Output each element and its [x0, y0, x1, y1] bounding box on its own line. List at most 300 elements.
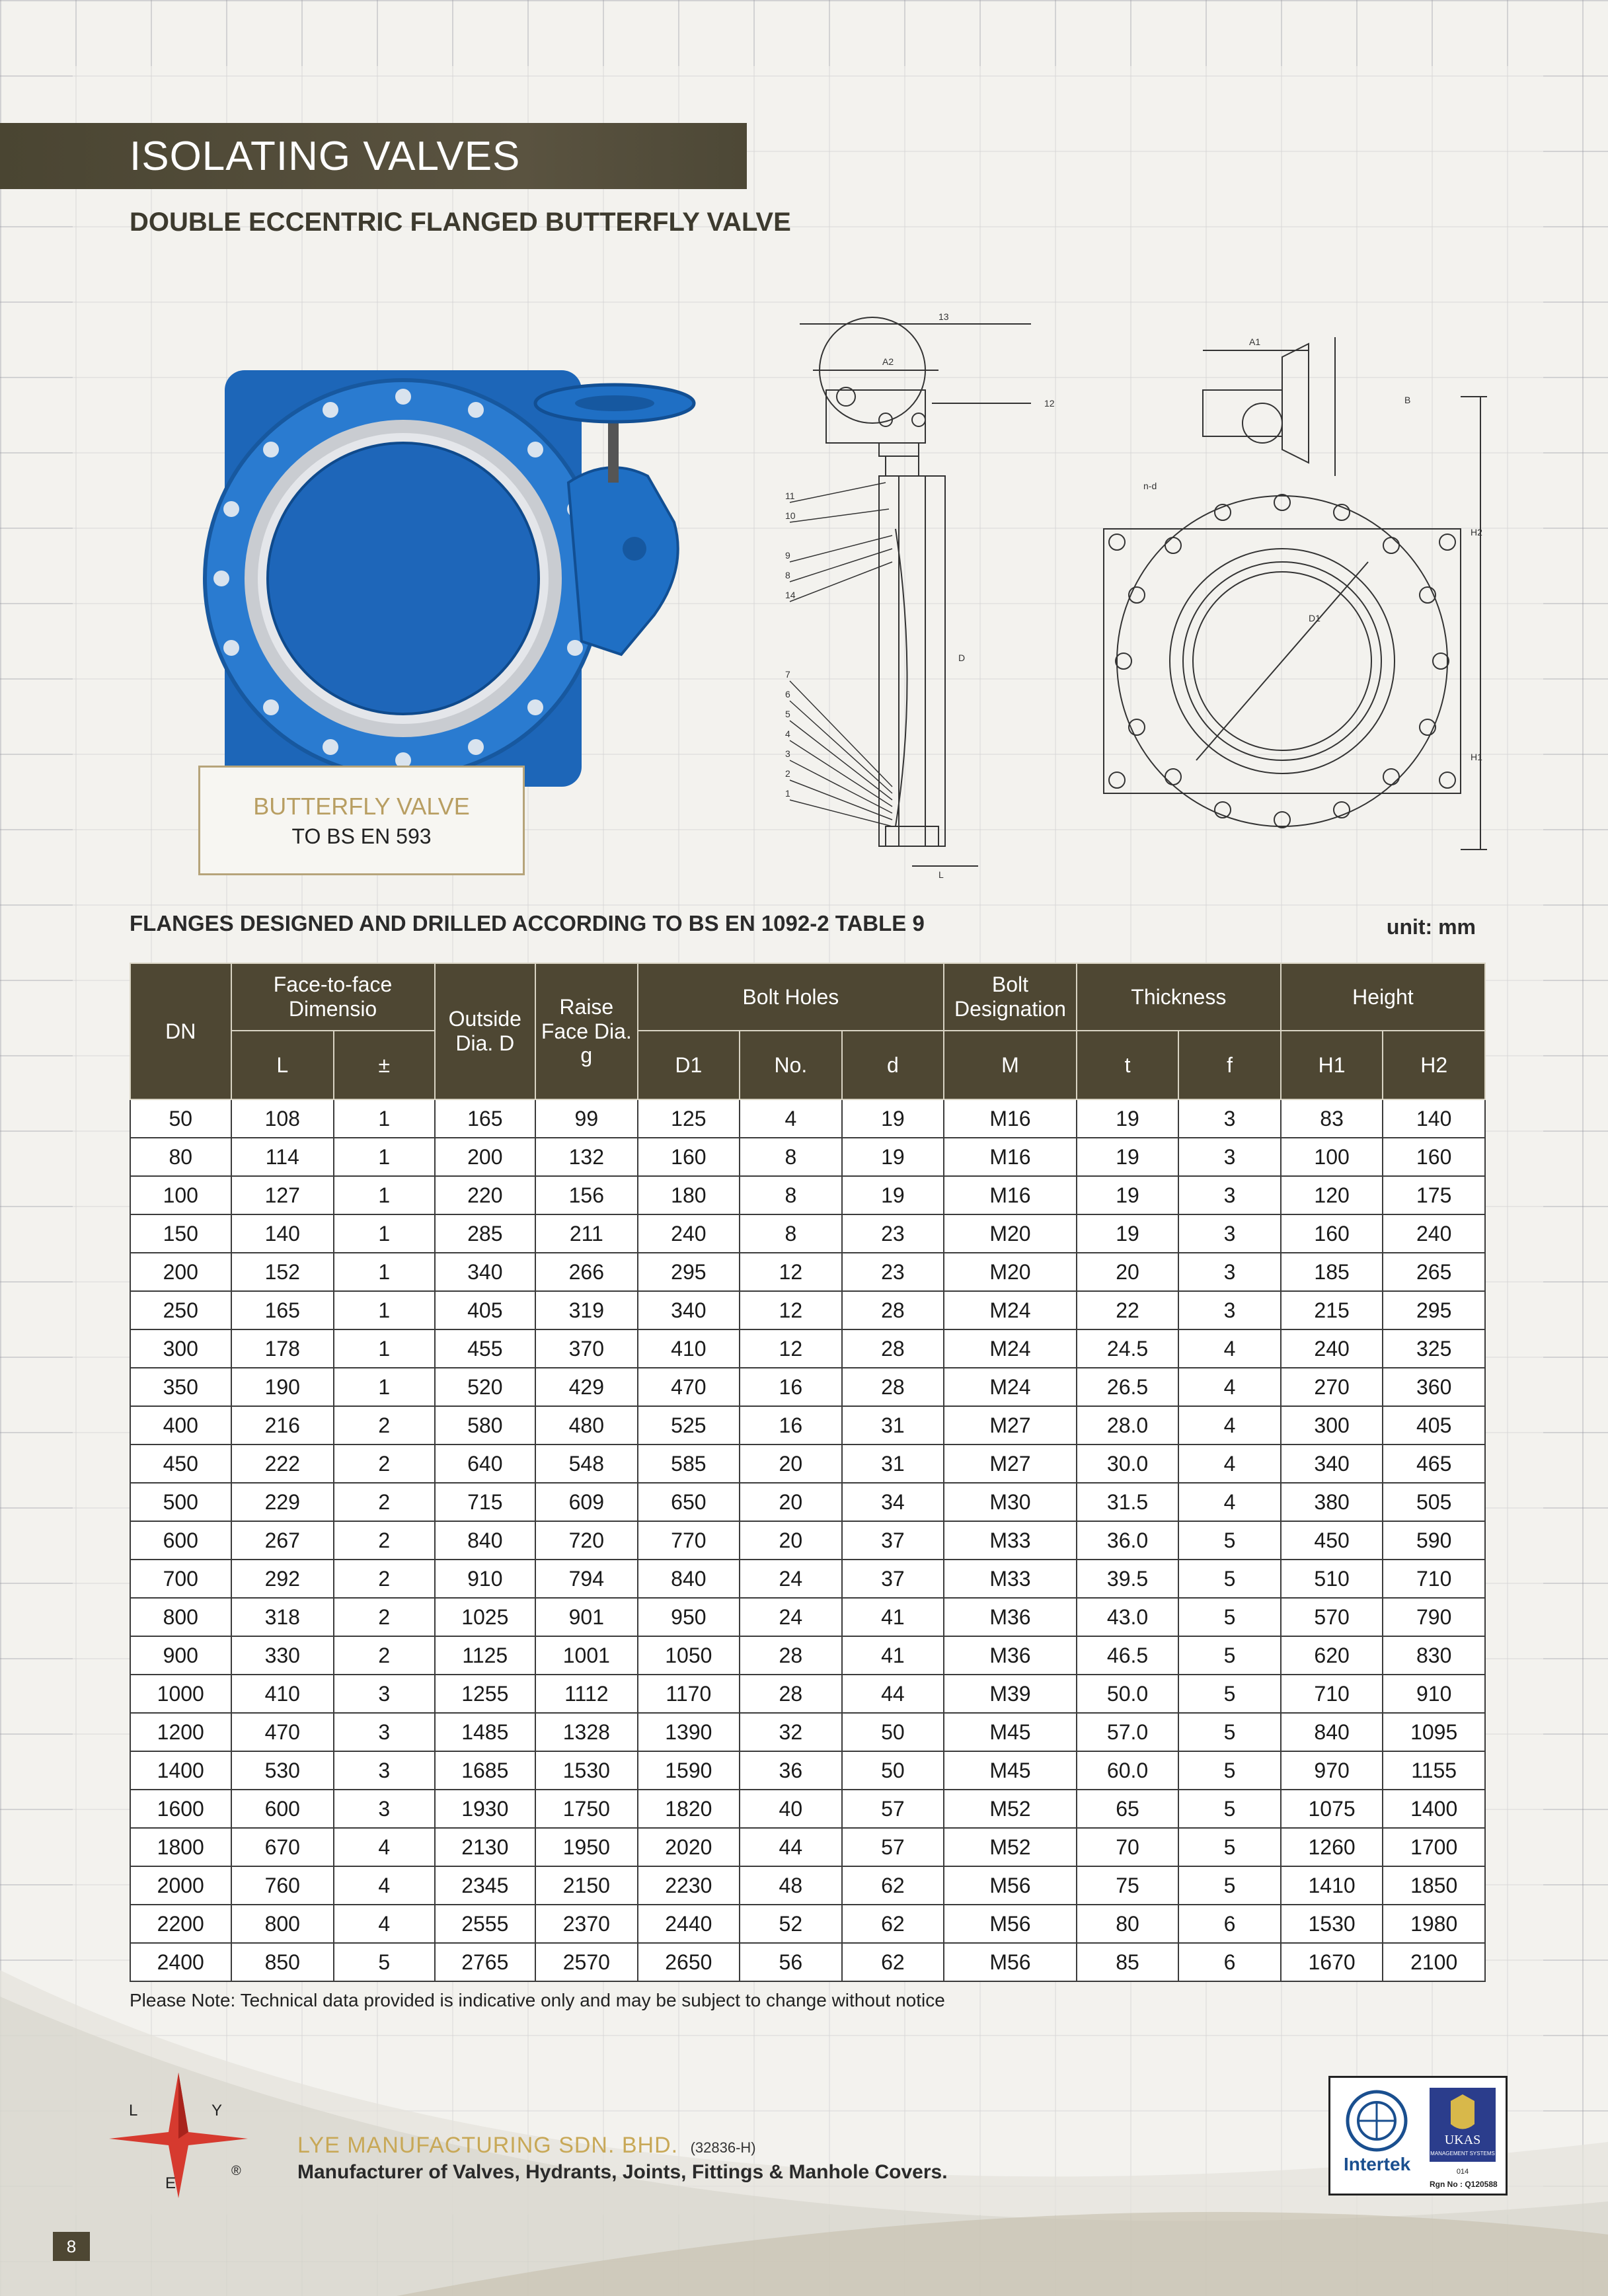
cell-h2: 240 — [1383, 1214, 1485, 1253]
cell-bolt-size: M39 — [944, 1675, 1077, 1713]
cell-thickness-f: 3 — [1178, 1291, 1281, 1329]
table-row — [130, 1560, 1485, 1598]
cell-hole-dia: 37 — [842, 1521, 944, 1560]
cell-raise-face: 266 — [535, 1253, 638, 1291]
cell-h1: 185 — [1281, 1253, 1383, 1291]
callout-n-d: n-d — [1143, 481, 1157, 491]
company-block — [297, 2133, 948, 2184]
table-row — [130, 1329, 1485, 1368]
cell-h2: 175 — [1383, 1176, 1485, 1214]
cell-bolt-count: 12 — [740, 1329, 842, 1368]
cell-l: 800 — [231, 1905, 334, 1943]
cell-dn: 800 — [130, 1598, 231, 1636]
cell-raise-face: 794 — [535, 1560, 638, 1598]
cell-dn: 1000 — [130, 1675, 231, 1713]
callout-14: 14 — [785, 590, 796, 600]
cell-bolt-count: 8 — [740, 1138, 842, 1176]
unit-label: unit: mm — [1386, 915, 1476, 939]
cell-d1: 525 — [638, 1406, 740, 1445]
cell-raise-face: 211 — [535, 1214, 638, 1253]
callout-6: 6 — [785, 689, 790, 699]
cell-raise-face: 99 — [535, 1099, 638, 1138]
cell-thickness-f: 3 — [1178, 1099, 1281, 1138]
cell-bolt-size: M56 — [944, 1905, 1077, 1943]
col-raise-face: Raise Face Dia. g — [535, 963, 638, 1099]
cell-thickness-f: 3 — [1178, 1176, 1281, 1214]
cell-h2: 140 — [1383, 1099, 1485, 1138]
cell-bolt-count: 36 — [740, 1751, 842, 1790]
cell-h2: 405 — [1383, 1406, 1485, 1445]
callout-A1: A1 — [1249, 336, 1261, 347]
cell-hole-dia: 62 — [842, 1866, 944, 1905]
col-d: d — [842, 1031, 944, 1099]
table-row — [130, 1598, 1485, 1636]
cell-thickness-t: 19 — [1077, 1099, 1179, 1138]
cell-outside-dia: 1685 — [435, 1751, 536, 1790]
cell-raise-face: 901 — [535, 1598, 638, 1636]
cell-dn: 700 — [130, 1560, 231, 1598]
cell-h1: 510 — [1281, 1560, 1383, 1598]
company-tagline: Manufacturer of Valves, Hydrants, Joints, Fittings & Manhole Covers. — [297, 2161, 948, 2183]
cell-outside-dia: 455 — [435, 1329, 536, 1368]
cell-outside-dia: 220 — [435, 1176, 536, 1214]
cell-thickness-f: 6 — [1178, 1905, 1281, 1943]
col-bolt-designation: Bolt Designation — [944, 963, 1077, 1031]
callout-13: 13 — [938, 311, 949, 322]
cell-h1: 300 — [1281, 1406, 1383, 1445]
cell-d1: 2440 — [638, 1905, 740, 1943]
cell-outside-dia: 1125 — [435, 1636, 536, 1675]
cell-raise-face: 1750 — [535, 1790, 638, 1828]
cell-outside-dia: 640 — [435, 1445, 536, 1483]
cell-bolt-count: 28 — [740, 1675, 842, 1713]
cell-thickness-t: 26.5 — [1077, 1368, 1179, 1406]
cell-raise-face: 429 — [535, 1368, 638, 1406]
cell-h1: 160 — [1281, 1214, 1383, 1253]
cell-h1: 1410 — [1281, 1866, 1383, 1905]
cell-raise-face: 2370 — [535, 1905, 638, 1943]
cell-thickness-t: 39.5 — [1077, 1560, 1179, 1598]
col-bolt-holes: Bolt Holes — [638, 963, 944, 1031]
cell-thickness-f: 3 — [1178, 1214, 1281, 1253]
cell-d1: 840 — [638, 1560, 740, 1598]
cell-thickness-t: 19 — [1077, 1214, 1179, 1253]
cell-l: 850 — [231, 1943, 334, 1981]
cell-outside-dia: 1930 — [435, 1790, 536, 1828]
table-row — [130, 1636, 1485, 1675]
cell-bolt-size: M56 — [944, 1943, 1077, 1981]
cell-d1: 2650 — [638, 1943, 740, 1981]
cell-hole-dia: 34 — [842, 1483, 944, 1521]
callout-H1: H1 — [1471, 752, 1482, 762]
cell-h1: 570 — [1281, 1598, 1383, 1636]
cell-tolerance: 1 — [334, 1214, 435, 1253]
cell-d1: 1170 — [638, 1675, 740, 1713]
cell-h1: 270 — [1281, 1368, 1383, 1406]
cell-h1: 240 — [1281, 1329, 1383, 1368]
table-row — [130, 1675, 1485, 1713]
cell-d1: 240 — [638, 1214, 740, 1253]
cell-thickness-f: 3 — [1178, 1138, 1281, 1176]
callout-D1: D1 — [1309, 613, 1321, 623]
cell-tolerance: 4 — [334, 1828, 435, 1866]
cell-bolt-count: 48 — [740, 1866, 842, 1905]
cell-thickness-t: 50.0 — [1077, 1675, 1179, 1713]
cell-raise-face: 480 — [535, 1406, 638, 1445]
cell-dn: 1200 — [130, 1713, 231, 1751]
cell-h1: 1530 — [1281, 1905, 1383, 1943]
cell-thickness-f: 5 — [1178, 1521, 1281, 1560]
valve-side-section-drawing — [760, 311, 1077, 879]
cell-tolerance: 4 — [334, 1905, 435, 1943]
cell-outside-dia: 2765 — [435, 1943, 536, 1981]
cell-dn: 100 — [130, 1176, 231, 1214]
cell-l: 229 — [231, 1483, 334, 1521]
cell-hole-dia: 19 — [842, 1099, 944, 1138]
cell-outside-dia: 840 — [435, 1521, 536, 1560]
cell-bolt-size: M45 — [944, 1751, 1077, 1790]
cell-raise-face: 1001 — [535, 1636, 638, 1675]
cell-bolt-size: M24 — [944, 1291, 1077, 1329]
cert-body: UKAS — [1444, 2133, 1481, 2147]
cell-hole-dia: 19 — [842, 1176, 944, 1214]
cell-dn: 150 — [130, 1214, 231, 1253]
cell-d1: 2020 — [638, 1828, 740, 1866]
callout-5: 5 — [785, 709, 790, 719]
cell-tolerance: 3 — [334, 1751, 435, 1790]
callout-12: 12 — [1044, 398, 1055, 409]
cert-rgn: Rgn No : Q120588 — [1430, 2180, 1498, 2189]
cell-l: 670 — [231, 1828, 334, 1866]
cell-dn: 2400 — [130, 1943, 231, 1981]
cell-l: 178 — [231, 1329, 334, 1368]
cell-l: 114 — [231, 1138, 334, 1176]
cell-bolt-size: M16 — [944, 1099, 1077, 1138]
col-L: L — [231, 1031, 334, 1099]
cell-thickness-f: 4 — [1178, 1483, 1281, 1521]
cell-l: 140 — [231, 1214, 334, 1253]
col-M: M — [944, 1031, 1077, 1099]
cell-dn: 900 — [130, 1636, 231, 1675]
table-row — [130, 1291, 1485, 1329]
cell-hole-dia: 50 — [842, 1751, 944, 1790]
cell-l: 330 — [231, 1636, 334, 1675]
cell-outside-dia: 910 — [435, 1560, 536, 1598]
cell-bolt-size: M33 — [944, 1560, 1077, 1598]
cell-l: 292 — [231, 1560, 334, 1598]
cell-tolerance: 2 — [334, 1406, 435, 1445]
cell-l: 152 — [231, 1253, 334, 1291]
cell-bolt-size: M27 — [944, 1406, 1077, 1445]
cell-bolt-size: M30 — [944, 1483, 1077, 1521]
cell-thickness-f: 4 — [1178, 1406, 1281, 1445]
cell-d1: 650 — [638, 1483, 740, 1521]
cell-h2: 830 — [1383, 1636, 1485, 1675]
cell-h1: 1670 — [1281, 1943, 1383, 1981]
cell-thickness-t: 75 — [1077, 1866, 1179, 1905]
cell-outside-dia: 200 — [435, 1138, 536, 1176]
cell-bolt-count: 44 — [740, 1828, 842, 1866]
col-H1: H1 — [1281, 1031, 1383, 1099]
cell-tolerance: 2 — [334, 1598, 435, 1636]
cell-thickness-t: 60.0 — [1077, 1751, 1179, 1790]
callout-10: 10 — [785, 510, 796, 521]
photo-caption-standard: TO BS EN 593 — [291, 824, 432, 848]
cell-thickness-t: 46.5 — [1077, 1636, 1179, 1675]
cell-tolerance: 2 — [334, 1560, 435, 1598]
cell-h1: 380 — [1281, 1483, 1383, 1521]
col-t: t — [1077, 1031, 1179, 1099]
cell-bolt-size: M24 — [944, 1329, 1077, 1368]
cell-h1: 215 — [1281, 1291, 1383, 1329]
cell-l: 470 — [231, 1713, 334, 1751]
cell-dn: 400 — [130, 1406, 231, 1445]
cell-outside-dia: 405 — [435, 1291, 536, 1329]
valve-photo — [145, 350, 727, 826]
cell-dn: 2200 — [130, 1905, 231, 1943]
callout-D: D — [958, 653, 966, 663]
cell-hole-dia: 57 — [842, 1828, 944, 1866]
disclaimer-note: Please Note: Technical data provided is indicative only and may be subject to change without notice — [130, 1990, 945, 2010]
table-row — [130, 1483, 1485, 1521]
cell-dn: 250 — [130, 1291, 231, 1329]
cell-dn: 1400 — [130, 1751, 231, 1790]
cell-tolerance: 1 — [334, 1253, 435, 1291]
cell-h1: 100 — [1281, 1138, 1383, 1176]
cell-bolt-count: 16 — [740, 1406, 842, 1445]
cell-tolerance: 1 — [334, 1368, 435, 1406]
cell-thickness-t: 19 — [1077, 1176, 1179, 1214]
cell-d1: 180 — [638, 1176, 740, 1214]
cell-outside-dia: 1485 — [435, 1713, 536, 1751]
cell-bolt-count: 40 — [740, 1790, 842, 1828]
table-row — [130, 1790, 1485, 1828]
cell-dn: 200 — [130, 1253, 231, 1291]
cell-outside-dia: 520 — [435, 1368, 536, 1406]
cell-bolt-size: M33 — [944, 1521, 1077, 1560]
logo-letter-y: Y — [211, 2102, 223, 2119]
col-tolerance: ± — [334, 1031, 435, 1099]
table-row — [130, 1138, 1485, 1176]
cell-dn: 1600 — [130, 1790, 231, 1828]
cell-d1: 340 — [638, 1291, 740, 1329]
cell-h1: 83 — [1281, 1099, 1383, 1138]
cell-bolt-count: 8 — [740, 1214, 842, 1253]
cell-dn: 500 — [130, 1483, 231, 1521]
col-D1: D1 — [638, 1031, 740, 1099]
col-H2: H2 — [1383, 1031, 1485, 1099]
col-height: Height — [1281, 963, 1485, 1031]
cell-outside-dia: 1025 — [435, 1598, 536, 1636]
cell-d1: 2230 — [638, 1866, 740, 1905]
cell-dn: 2000 — [130, 1866, 231, 1905]
cell-d1: 1050 — [638, 1636, 740, 1675]
cell-raise-face: 156 — [535, 1176, 638, 1214]
cell-h1: 1075 — [1281, 1790, 1383, 1828]
cell-tolerance: 2 — [334, 1483, 435, 1521]
cell-h1: 120 — [1281, 1176, 1383, 1214]
cell-hole-dia: 19 — [842, 1138, 944, 1176]
table-row — [130, 1828, 1485, 1866]
cell-h2: 295 — [1383, 1291, 1485, 1329]
dimension-table — [130, 963, 1486, 1982]
cell-raise-face: 548 — [535, 1445, 638, 1483]
product-subtitle: DOUBLE ECCENTRIC FLANGED BUTTERFLY VALVE — [130, 208, 791, 237]
cell-raise-face: 1950 — [535, 1828, 638, 1866]
cell-dn: 450 — [130, 1445, 231, 1483]
cell-raise-face: 2150 — [535, 1866, 638, 1905]
cell-tolerance: 3 — [334, 1675, 435, 1713]
cell-thickness-f: 4 — [1178, 1368, 1281, 1406]
company-logo — [99, 2069, 258, 2201]
cell-h2: 325 — [1383, 1329, 1485, 1368]
cell-thickness-t: 31.5 — [1077, 1483, 1179, 1521]
cell-tolerance: 2 — [334, 1636, 435, 1675]
cell-bolt-count: 4 — [740, 1099, 842, 1138]
cell-bolt-count: 56 — [740, 1943, 842, 1981]
col-dn: DN — [130, 963, 231, 1099]
cell-h2: 2100 — [1383, 1943, 1485, 1981]
cell-l: 318 — [231, 1598, 334, 1636]
cell-tolerance: 2 — [334, 1521, 435, 1560]
cell-thickness-t: 43.0 — [1077, 1598, 1179, 1636]
col-face-to-face: Face-to-face Dimensio — [231, 963, 435, 1031]
cell-tolerance: 2 — [334, 1445, 435, 1483]
cell-bolt-count: 28 — [740, 1636, 842, 1675]
cell-thickness-t: 28.0 — [1077, 1406, 1179, 1445]
cell-h1: 620 — [1281, 1636, 1383, 1675]
cell-h1: 710 — [1281, 1675, 1383, 1713]
cell-thickness-f: 5 — [1178, 1751, 1281, 1790]
cell-dn: 50 — [130, 1099, 231, 1138]
table-body — [130, 1099, 1485, 1981]
section-title: ISOLATING VALVES — [130, 133, 521, 179]
cell-thickness-t: 80 — [1077, 1905, 1179, 1943]
cell-bolt-size: M45 — [944, 1713, 1077, 1751]
cell-thickness-f: 4 — [1178, 1329, 1281, 1368]
cell-thickness-t: 70 — [1077, 1828, 1179, 1866]
table-row — [130, 1713, 1485, 1751]
cell-bolt-count: 16 — [740, 1368, 842, 1406]
cell-d1: 1590 — [638, 1751, 740, 1790]
cell-bolt-size: M16 — [944, 1138, 1077, 1176]
cell-bolt-size: M52 — [944, 1828, 1077, 1866]
cell-d1: 125 — [638, 1099, 740, 1138]
cell-bolt-size: M20 — [944, 1253, 1077, 1291]
cell-thickness-f: 5 — [1178, 1675, 1281, 1713]
cell-dn: 80 — [130, 1138, 231, 1176]
photo-caption-title: BUTTERFLY VALVE — [253, 792, 470, 820]
cell-d1: 410 — [638, 1329, 740, 1368]
cell-bolt-count: 8 — [740, 1176, 842, 1214]
flange-standard-note: FLANGES DESIGNED AND DRILLED ACCORDING TO BS EN 1092-2 TABLE 9 — [130, 911, 925, 935]
cell-bolt-count: 20 — [740, 1445, 842, 1483]
cell-l: 165 — [231, 1291, 334, 1329]
col-f: f — [1178, 1031, 1281, 1099]
cell-tolerance: 1 — [334, 1291, 435, 1329]
cell-bolt-size: M36 — [944, 1598, 1077, 1636]
cell-bolt-count: 52 — [740, 1905, 842, 1943]
col-no: No. — [740, 1031, 842, 1099]
cell-thickness-t: 65 — [1077, 1790, 1179, 1828]
cell-bolt-count: 12 — [740, 1253, 842, 1291]
cell-l: 127 — [231, 1176, 334, 1214]
cell-raise-face: 1112 — [535, 1675, 638, 1713]
section-title-bar — [0, 123, 747, 189]
cell-h1: 1260 — [1281, 1828, 1383, 1866]
cell-h2: 1400 — [1383, 1790, 1485, 1828]
photo-caption-box — [198, 766, 525, 875]
cell-h2: 1095 — [1383, 1713, 1485, 1751]
cell-d1: 1390 — [638, 1713, 740, 1751]
cell-outside-dia: 1255 — [435, 1675, 536, 1713]
cell-d1: 950 — [638, 1598, 740, 1636]
cell-outside-dia: 2555 — [435, 1905, 536, 1943]
cell-outside-dia: 340 — [435, 1253, 536, 1291]
cell-hole-dia: 44 — [842, 1675, 944, 1713]
cell-outside-dia: 285 — [435, 1214, 536, 1253]
cell-outside-dia: 2345 — [435, 1866, 536, 1905]
cell-l: 216 — [231, 1406, 334, 1445]
cell-hole-dia: 41 — [842, 1598, 944, 1636]
cell-bolt-size: M36 — [944, 1636, 1077, 1675]
cell-h2: 1980 — [1383, 1905, 1485, 1943]
cell-h2: 465 — [1383, 1445, 1485, 1483]
cell-thickness-t: 36.0 — [1077, 1521, 1179, 1560]
cell-hole-dia: 37 — [842, 1560, 944, 1598]
cell-thickness-t: 19 — [1077, 1138, 1179, 1176]
callout-B: B — [1404, 395, 1411, 405]
table-row — [130, 1445, 1485, 1483]
cell-raise-face: 319 — [535, 1291, 638, 1329]
table-row — [130, 1214, 1485, 1253]
cell-h1: 970 — [1281, 1751, 1383, 1790]
cell-thickness-f: 5 — [1178, 1790, 1281, 1828]
certification-badge — [1328, 2076, 1508, 2196]
cell-hole-dia: 50 — [842, 1713, 944, 1751]
cell-h2: 590 — [1383, 1521, 1485, 1560]
cell-hole-dia: 57 — [842, 1790, 944, 1828]
cell-d1: 585 — [638, 1445, 740, 1483]
cell-h1: 340 — [1281, 1445, 1383, 1483]
cell-tolerance: 1 — [334, 1099, 435, 1138]
cell-tolerance: 1 — [334, 1138, 435, 1176]
cell-h2: 910 — [1383, 1675, 1485, 1713]
cell-hole-dia: 62 — [842, 1943, 944, 1981]
cell-thickness-f: 5 — [1178, 1598, 1281, 1636]
cell-thickness-t: 30.0 — [1077, 1445, 1179, 1483]
cell-l: 760 — [231, 1866, 334, 1905]
col-outside-dia: Outside Dia. D — [435, 963, 536, 1099]
callout-H2: H2 — [1471, 527, 1482, 537]
company-reg: (32836-H) — [690, 2139, 756, 2156]
callout-L: L — [938, 869, 944, 879]
cell-raise-face: 1530 — [535, 1751, 638, 1790]
cell-thickness-t: 57.0 — [1077, 1713, 1179, 1751]
cell-bolt-size: M24 — [944, 1368, 1077, 1406]
cell-bolt-count: 20 — [740, 1483, 842, 1521]
cell-bolt-size: M20 — [944, 1214, 1077, 1253]
cell-hole-dia: 31 — [842, 1445, 944, 1483]
callout-2: 2 — [785, 768, 790, 779]
cell-tolerance: 5 — [334, 1943, 435, 1981]
table-row — [130, 1176, 1485, 1214]
cell-d1: 295 — [638, 1253, 740, 1291]
cell-h2: 360 — [1383, 1368, 1485, 1406]
cert-brand: Intertek — [1344, 2154, 1411, 2174]
cell-hole-dia: 28 — [842, 1329, 944, 1368]
table-row — [130, 1099, 1485, 1138]
